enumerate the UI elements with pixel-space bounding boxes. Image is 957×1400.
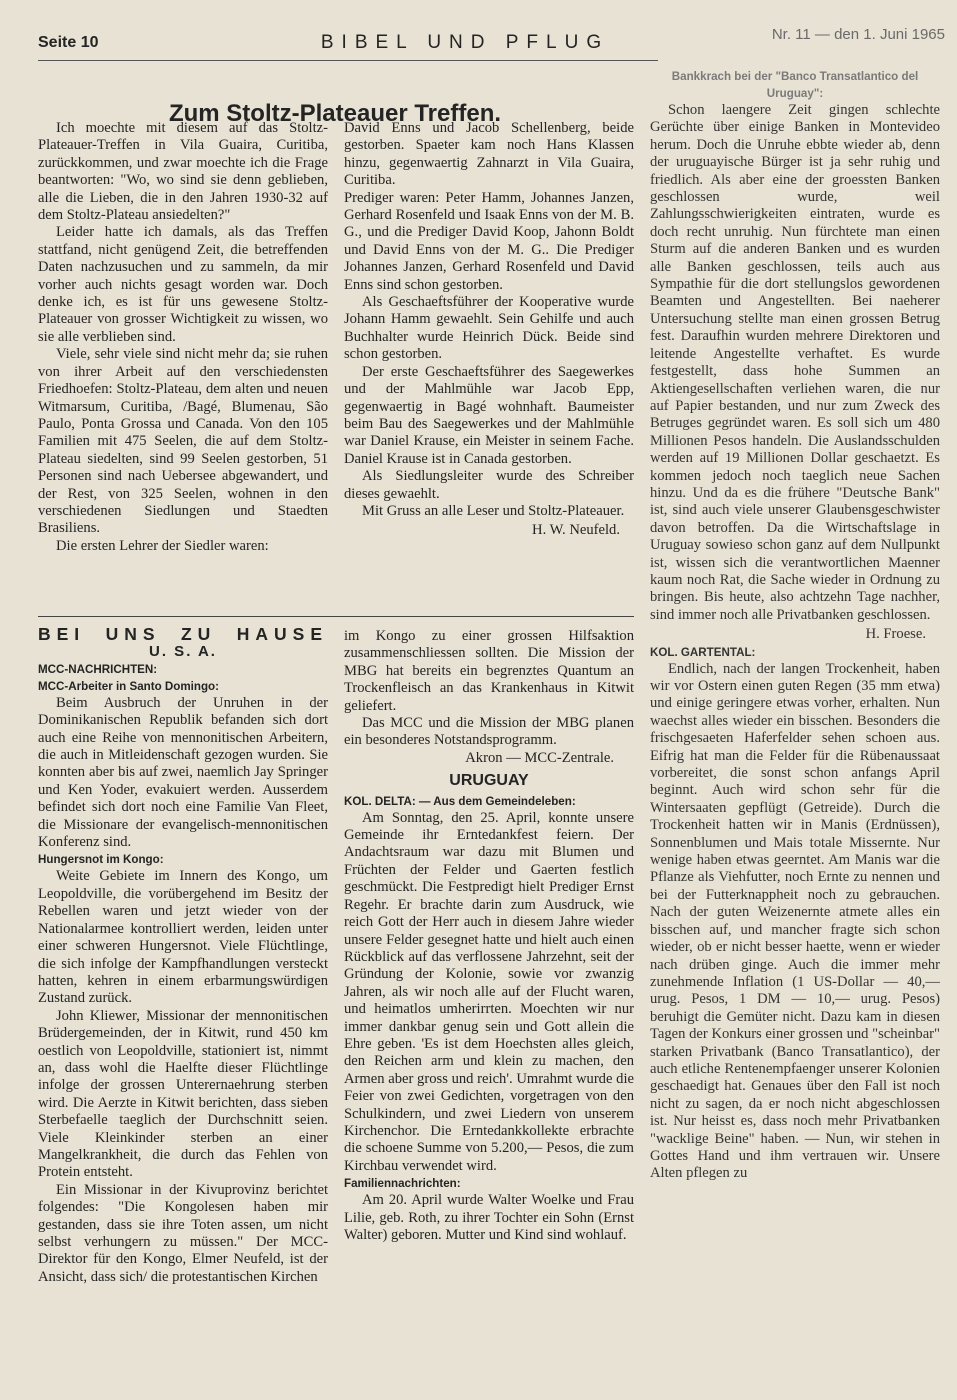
paragraph: Die ersten Lehrer der Siedler waren: bbox=[56, 537, 269, 554]
subheading: Hungersnot im Kongo: bbox=[38, 853, 164, 867]
paragraph: Das MCC und die Mission der MBG planen ein besonderes Notstandsprogramm. bbox=[344, 715, 634, 749]
right-column bbox=[650, 68, 940, 1183]
paragraph: Als Siedlungsleiter wurde des Schreiber dieses gewaehlt. bbox=[344, 468, 634, 502]
paragraph: Am Sonntag, den 25. April, konnte unsere Gemeinde ihr Erntedankfest feiern. Der Andachtsraum war dazu mit Blumen und Früchten der Felder und Gaerten festlich geschmückt. Die Festpredigt hielt Prediger Ernst Regehr. Er brachte darin zum Ausdruck, wie reich Gott der Herr auch in diesem Jahre wieder unsere Felder gesegnet hatte und hielt auch einen Rückblick auf das verflossene Jahrzehnt, seit der Gründung der Kolonie, sowie vor zwanzig Jahren, als wir noch alle auf der Flucht waren, und heimatlos umherirrten. Moechten wir nur immer dankbar genug sein und Gott allein die Ehre geben. 'Es ist dem Hoechsten alles gleich, den Reichen arm und klein zu machen, den Armen aber gross und reich'. Umrahmt wurde die Feier von zwei Gedichten, vorgetragen von den Schulkindern, und zwei Liedern von unserem Kirchenchor. Die Erntedankkollekte erbrachte die schoene Summe von 5.200,— Pesos, die zum Kirchbau verwendet wird. bbox=[344, 809, 634, 1174]
mcc-news-label: MCC-NACHRICHTEN: bbox=[38, 662, 158, 676]
header-rule bbox=[38, 60, 658, 61]
paragraph: Leider hatte ich damals, als das Treffen stattfand, nicht genügend Zeit, die betreffenden Daten nachzusuchen und zu sammeln, da mir vorher auch nichts gesagt worden war. Doch denke ich, es ist für uns gewesene Stoltz-Plateauer von grosser Wichtigkeit zu wissen, wo sie alle verblieben sind. bbox=[38, 224, 328, 345]
article-col-1 bbox=[38, 120, 328, 555]
bank-crash-label: Bankkrach bei der "Banco Transatlantico del Uruguay": bbox=[671, 70, 919, 100]
family-news-label: Familiennachrichten: bbox=[344, 1177, 461, 1191]
section-rule bbox=[38, 616, 634, 617]
paragraph: David Enns und Jacob Schellenberg, beide gestorben. Spaeter kam noch Hans Klassen hinzu, gegenwaertig Zahnarzt in Vila Guaira, Curitiba. bbox=[344, 120, 634, 189]
paragraph: Schon laengere Zeit gingen schlechte Gerüchte über einige Banken in Montevideo herum. Doch die Unruhe ebbte wieder ab, denn der uruguayische Bürger ist ja sehr ruhig und friedlich. Als aber eine der groessten Banken geschlossen wurde, weil Zahlungsschwierigkeiten eintraten, wurde es doch recht unruhig. Nun fürchtete man einen Sturm auf die anderen Banken und es wurden alle Banken geschlossen, teils auch aus Sympathie für die dort stellungslos gewordenen Beamten und Angestellten. Bei naeherer Untersuchung stellte man einen grossen Betrug fest. Daraufhin wurden mehrere Direktoren und leitende Angestellte verhaftet. Es wurde festgestellt, dass hohe Summen an Aktiengesellschaften verliehen waren, die nur auf Papier bestanden, und nur zum Zweck des Betruges gegründet waren. Es soll sich um 480 Millionen Pesos handeln. Die Auslandsschulden werden auf 19 Millionen Dollar geschaetzt. Es kommen jedoch noch taeglich neue Sachen hinzu. Und da es die frühere "Deutsche Bank" ist, sind auch viele unserer Glaubensgeschwister davon betroffen. Da die Wirtschaftslage in Uruguay sowieso schon ganz auf dem Nullpunkt ist, wissen sich die verantwortlichen Maenner kaum noch Rat, die Sache wieder in Ordnung zu bringen. Bis heute, also achtzehn Tage nachher, sind immer noch alle Privatbanken geschlossen. bbox=[650, 102, 940, 623]
paragraph: Als Geschaeftsführer der Kooperative wurde Johann Hamm gewaehlt. Sein Gehilfe und auch Buchhalter wurde Heinrich Dück. Beide sind schon gestorben. bbox=[344, 294, 634, 363]
paragraph: Mit Gruss an alle Leser und Stoltz-Plateauer. bbox=[362, 502, 625, 519]
country-heading-usa: U. S. A. bbox=[149, 643, 217, 661]
paragraph: Am 20. April wurde Walter Woelke und Frau Lilie, geb. Roth, zu ihrer Tochter ein Sohn (Ernst Walter) geboren. Mutter und Kind sind wohlauf. bbox=[344, 1192, 634, 1243]
paragraph: Prediger waren: Peter Hamm, Johannes Janzen, Gerhard Rosenfeld und Isaak Enns von der M. B. G., und die Prediger David Koop, Jahonn Boldt und David Enns von der M. G.. Die Prediger Johannes Janzen, Gerhard Rosenfeld und David Enns sind schon gestorben. bbox=[344, 189, 634, 293]
article-title: Zum Stoltz-Plateauer Treffen. bbox=[168, 100, 502, 128]
bank-signature: H. Froese. bbox=[865, 626, 926, 643]
paragraph: Ein Missionar in der Kivuprovinz berichtet folgendes: "Die Kongolesen haben mir gestanden, dass sie ihre Toten assen, um nicht selbst verhungern zu müssen." Der MCC-Direktor für den Kongo, Elmer Neufeld, ist der Ansicht, dass sich/ die protestantischen Kirchen bbox=[38, 1181, 328, 1285]
issue-date: Nr. 11 — den 1. Juni 1965 bbox=[771, 26, 945, 43]
paragraph: Beim Ausbruch der Unruhen in der Dominikanischen Republik befanden sich dort auch eine Reihe von mennonitischen Arbeitern, die auch in Mitleidenschaft gezogen wurden. Sie konnten aber bis auf zwei, naemlich Jay Springer und Ken Yoder, evakuiert werden. Ausserdem befindet sich dort noch eine Familie Van Fleet, die Missionare der evangelisch-mennonitischen Konferenz sind. bbox=[38, 694, 328, 851]
masthead: BIBEL UND PFLUG bbox=[320, 32, 610, 53]
country-heading-uruguay: URUGUAY bbox=[449, 772, 529, 790]
page-number: Seite 10 bbox=[38, 34, 99, 51]
paragraph: Viele, sehr viele sind nicht mehr da; sie ruhen von ihrer Arbeit auf den verschiedensten Friedhoefen: Stoltz-Plateau, dem alten und neuen Witmarsum, Curitiba, /Bagé, Blumenau, São Paulo, Ponta Grossa und Canada. Von den 105 Familien mit 475 Seelen, die auf dem Stoltz-Plateau siedelten, sind 99 Seelen gestorben, 51 Personen sind nach Uebersee abgewandert, und der Rest, von 325 Seelen, wohnen in den verschiedenen Siedlungen und Staedten Brasiliens. bbox=[38, 346, 328, 537]
article-signature: H. W. Neufeld. bbox=[532, 522, 620, 539]
mcc-signature: Akron — MCC-Zentrale. bbox=[465, 749, 614, 766]
paragraph: Der erste Geschaeftsführer des Saegewerkes und der Mahlmühle war Jacob Epp, gegenwaertig in Bagé wohnhaft. Baumeister beim Bau des Saegewerkes und der Mahlmühle war Daniel Krause, ein Meister in seinem Fache. Daniel Krause ist in Canada gestorben. bbox=[344, 363, 634, 467]
paragraph: John Kliewer, Missionar der mennonitischen Brüdergemeinden, der in Kitwit, rund 450 km oestlich von Leopoldville, stationiert ist, nimmt an, dass wohl die Haelfte dieser Flüchtlinge infolge der grossen Unterernaehrung sterben wird. Die Aerzte in Kitwit berichten, dass sieben Sterbefaelle taeglich der Durchschnitt seien. Viele Kleinkinder sterben an einer Mangelkrankheit, die durch das Fehlen von Protein entsteht. bbox=[38, 1007, 328, 1181]
paragraph: Weite Gebiete im Innern des Kongo, um Leopoldville, die vorübergehend im Besitz der Rebellen waren und jetzt wieder von der Nationalarmee kontrolliert werden, leiden unter einer schweren Hungersnot. Viele Flüchtlinge, die sich infolge der Kampfhandlungen versteckt hatten, kehren in einem erbarmungswürdigen Zustand zurück. bbox=[38, 868, 328, 1007]
subheading: MCC-Arbeiter in Santo Domingo: bbox=[38, 679, 219, 693]
paragraph: Endlich, nach der langen Trockenheit, haben wir vor Ostern einen guten Regen (35 mm etwa) und einige geringere etwas vorher, erhalten. Nun waechst alles wieder ein bisschen. Besonders die frischgesaeten Haferfelder sehen schoen aus. Eifrig hat man die Felder für die Rübenaussaat vorbereitet, die sonst schon anfangs April beginnt. Auch wird schon sehr für die Wintersaaten gepflügt (Getreide). Durch die Trockenheit hatten wir in Manis (Erdnüssen), Sonnenblumen und Mais totale Missernte. Nur wenige haben etwas geerntet. Am Manis war die Pflanze als Viehfutter, noch Ernte zu nennen und bei der Futterknappheit noch zu gebrauchen. Nach der guten Weizenernte atmete alles ein bisschen auf, und mancher fragte sich schon wieder, ob er nicht besser haette, wenn er wieder nach drüben ginge. Auch die immer mehr zunehmende Inflation (1 US-Dollar — 40,— urug. Pesos, 1 DM — 10,— urug. Pesos) beruhigt die Gemüter nicht. Dazu kam in diesen Tagen der Konkurs einer grossen und "scheinbar" starken Privatbank (Banco Transatlantico), der auch etliche Rentenempfaenger unserer Kolonien geschaedigt hat. Genaues über den Fall ist noch nicht zu sagen, da er noch nicht abgeschlossen ist. Nur heisst es, dass noch mehr Privatbanken "wacklige Beine" haben. — Nun, wir stehen in Gottes Hand und ihm vertrauen wir. Unsere Alten pflegen zu bbox=[650, 660, 940, 1182]
gartental-label: KOL. GARTENTAL: bbox=[650, 645, 756, 659]
delta-label: KOL. DELTA: — Aus dem Gemeindeleben: bbox=[344, 794, 576, 808]
section-title: BEI UNS ZU HAUSE bbox=[38, 624, 328, 644]
paragraph: Ich moechte mit diesem auf das Stoltz-Plateauer-Treffen in Vila Guaira, Curitiba, zurückkommen, und zwar moechte ich die Frage beantworten: "Wo, wo sind sie denn geblieben, alle die Lieben, die in den Jahren 1930-32 auf dem Stoltz-Plateau ansiedelten?" bbox=[38, 120, 328, 224]
section-col-1 bbox=[38, 626, 328, 1286]
paragraph: im Kongo zu einer grossen Hilfsaktion zusammenschliessen sollten. Die Mission der MBG hat bereits ein begrenztes Quantum an Trockenfleisch an das Krankenhaus in Kitwit geliefert. bbox=[344, 628, 634, 714]
article-col-2 bbox=[344, 120, 634, 540]
section-col-2 bbox=[344, 628, 634, 1244]
